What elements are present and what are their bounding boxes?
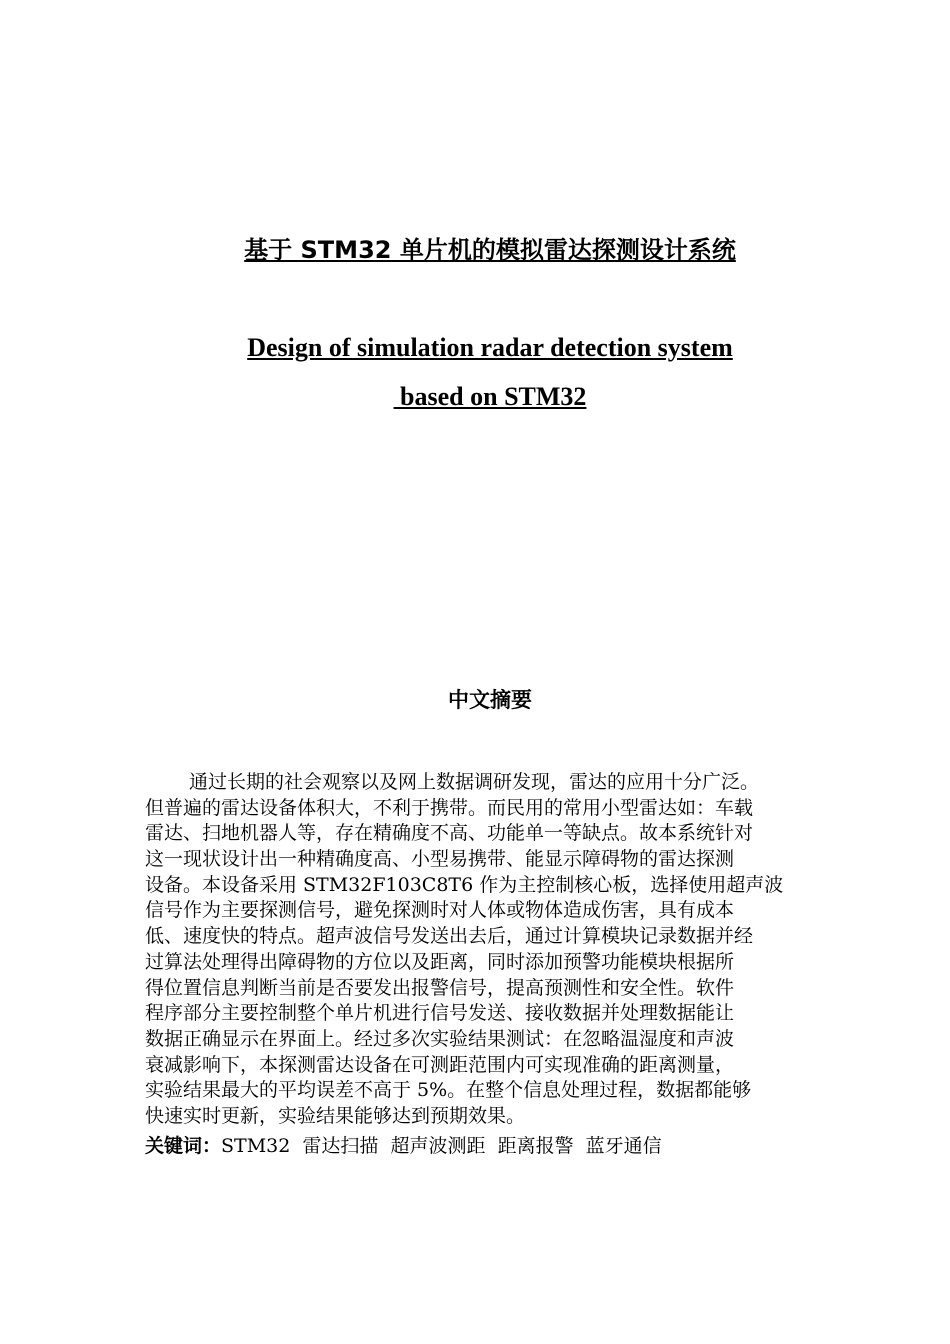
abstract-line: 过算法处理得出障碍物的方位以及距离，同时添加预警功能模块根据所 bbox=[145, 950, 735, 973]
abstract-line: 得位置信息判断当前是否要发出报警信号，提高预测性和安全性。软件 bbox=[145, 976, 735, 999]
keywords-line bbox=[145, 1133, 845, 1159]
abstract-line: 信号作为主要探测信号，避免探测时对人体或物体造成伤害，具有成本 bbox=[145, 899, 735, 922]
abstract-line: 低、速度快的特点。超声波信号发送出去后，通过计算模块记录数据并经 bbox=[145, 925, 754, 948]
title-english-line-2: based on STM32 bbox=[393, 382, 587, 411]
keywords-values: STM32 雷达扫描 超声波测距 距离报警 蓝牙通信 bbox=[221, 1135, 662, 1157]
abstract-line: 快速实时更新，实验结果能够达到预期效果。 bbox=[145, 1104, 526, 1127]
abstract-line: 程序部分主要控制整个单片机进行信号发送、接收数据并处理数据能让 bbox=[145, 1002, 735, 1025]
abstract-line: 但普遍的雷达设备体积大，不利于携带。而民用的常用小型雷达如：车载 bbox=[145, 796, 754, 819]
abstract-line: 设备。本设备采用 STM32F103C8T6 作为主控制核心板，选择使用超声波 bbox=[145, 873, 784, 896]
title-english-line-1: Design of simulation radar detection system bbox=[247, 333, 733, 362]
abstract-line: 这一现状设计出一种精确度高、小型易携带、能显示障碍物的雷达探测 bbox=[145, 848, 735, 871]
abstract-body bbox=[145, 770, 845, 1130]
abstract-heading: 中文摘要 bbox=[448, 688, 532, 712]
keywords-label: 关键词： bbox=[145, 1135, 222, 1157]
title-chinese: 基于 STM32 单片机的模拟雷达探测设计系统 bbox=[244, 236, 736, 264]
abstract-line: 数据正确显示在界面上。经过多次实验结果测试：在忽略温湿度和声波 bbox=[145, 1027, 735, 1050]
abstract-line: 实验结果最大的平均误差不高于 5%。在整个信息处理过程，数据都能够 bbox=[145, 1079, 752, 1102]
abstract-line: 雷达、扫地机器人等，存在精确度不高、功能单一等缺点。故本系统针对 bbox=[145, 822, 754, 845]
abstract-line: 通过长期的社会观察以及网上数据调研发现，雷达的应用十分广泛。 bbox=[189, 771, 760, 793]
abstract-line: 衰减影响下，本探测雷达设备在可测距范围内可实现准确的距离测量， bbox=[145, 1053, 735, 1076]
